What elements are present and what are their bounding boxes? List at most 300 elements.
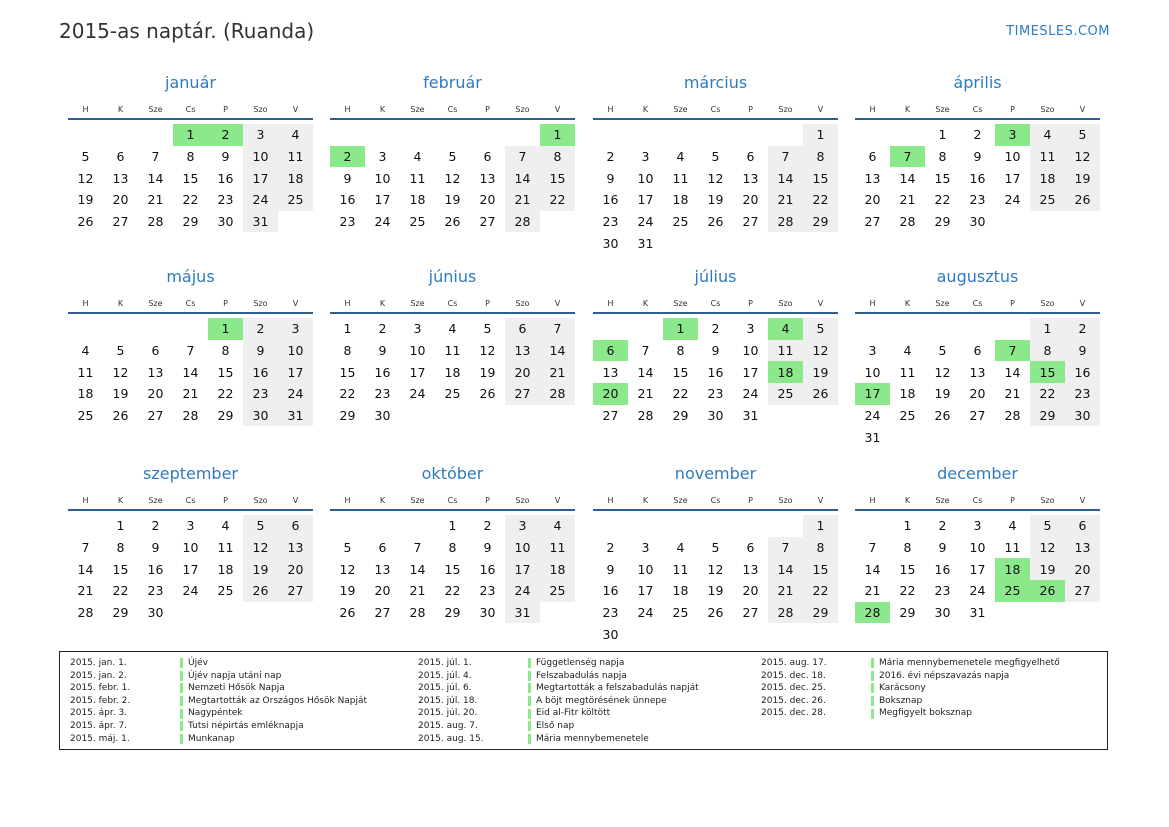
day-cell[interactable]: 29 bbox=[339, 408, 356, 424]
day-cell[interactable]: 18 bbox=[899, 386, 916, 402]
day-cell[interactable]: 21 bbox=[540, 361, 575, 383]
day-cell[interactable]: 16 bbox=[374, 364, 391, 380]
day-cell[interactable]: 29 bbox=[899, 605, 916, 621]
day-cell[interactable]: 10 bbox=[243, 146, 278, 168]
day-cell[interactable]: 14 bbox=[505, 167, 540, 189]
day-cell[interactable]: 11 bbox=[409, 170, 426, 186]
day-cell[interactable]: 2 bbox=[378, 321, 387, 337]
day-cell[interactable]: 19 bbox=[1065, 167, 1100, 189]
day-cell[interactable]: 16 bbox=[479, 561, 496, 577]
day-cell[interactable]: 31 bbox=[243, 211, 278, 233]
day-cell[interactable]: 2 bbox=[711, 321, 720, 337]
day-cell[interactable]: 8 bbox=[448, 540, 457, 556]
day-cell[interactable]: 28 bbox=[768, 602, 803, 624]
day-cell[interactable]: 3 bbox=[278, 318, 313, 340]
day-cell[interactable]: 10 bbox=[742, 343, 759, 359]
day-cell[interactable]: 30 bbox=[602, 626, 619, 642]
day-cell[interactable]: 28 bbox=[505, 211, 540, 233]
day-cell[interactable]: 21 bbox=[768, 189, 803, 211]
day-cell[interactable]: 10 bbox=[409, 343, 426, 359]
day-cell[interactable]: 7 bbox=[505, 146, 540, 168]
day-cell[interactable]: 7 bbox=[151, 149, 160, 165]
day-cell[interactable]: 13 bbox=[278, 537, 313, 559]
day-cell[interactable]: 30 bbox=[1065, 405, 1100, 427]
day-cell[interactable]: 29 bbox=[1030, 405, 1065, 427]
day-cell[interactable]: 25 bbox=[217, 583, 234, 599]
day-cell[interactable]: 30 bbox=[147, 605, 164, 621]
day-cell[interactable]: 22 bbox=[672, 386, 689, 402]
day-cell[interactable]: 5 bbox=[243, 515, 278, 537]
day-cell[interactable]: 6 bbox=[1065, 515, 1100, 537]
day-cell[interactable]: 27 bbox=[742, 605, 759, 621]
day-cell[interactable]: 31 bbox=[505, 602, 540, 624]
day-cell[interactable]: 26 bbox=[934, 408, 951, 424]
day-cell[interactable]: 16 bbox=[602, 583, 619, 599]
brand-link[interactable]: TIMESLES.COM bbox=[1006, 24, 1110, 39]
day-cell[interactable]: 30 bbox=[479, 605, 496, 621]
day-cell[interactable]: 14 bbox=[864, 561, 881, 577]
day-cell[interactable]: 25 bbox=[409, 214, 426, 230]
day-cell[interactable]: 29 bbox=[803, 211, 838, 233]
holiday-day-cell[interactable]: 3 bbox=[995, 124, 1030, 146]
day-cell[interactable]: 16 bbox=[934, 561, 951, 577]
day-cell[interactable]: 4 bbox=[448, 321, 457, 337]
holiday-day-cell[interactable]: 15 bbox=[1030, 361, 1065, 383]
day-cell[interactable]: 25 bbox=[1030, 189, 1065, 211]
day-cell[interactable]: 1 bbox=[938, 127, 947, 143]
day-cell[interactable]: 29 bbox=[934, 214, 951, 230]
day-cell[interactable]: 31 bbox=[969, 605, 986, 621]
day-cell[interactable]: 13 bbox=[969, 364, 986, 380]
day-cell[interactable]: 21 bbox=[637, 386, 654, 402]
day-cell[interactable]: 15 bbox=[217, 364, 234, 380]
day-cell[interactable]: 21 bbox=[864, 583, 881, 599]
day-cell[interactable]: 16 bbox=[969, 170, 986, 186]
day-cell[interactable]: 11 bbox=[1030, 146, 1065, 168]
day-cell[interactable]: 2 bbox=[606, 149, 615, 165]
day-cell[interactable]: 6 bbox=[151, 343, 160, 359]
day-cell[interactable]: 25 bbox=[672, 214, 689, 230]
day-cell[interactable]: 22 bbox=[540, 189, 575, 211]
day-cell[interactable]: 25 bbox=[77, 408, 94, 424]
day-cell[interactable]: 2 bbox=[938, 518, 947, 534]
day-cell[interactable]: 26 bbox=[707, 605, 724, 621]
day-cell[interactable]: 3 bbox=[641, 149, 650, 165]
day-cell[interactable]: 24 bbox=[278, 383, 313, 405]
day-cell[interactable]: 6 bbox=[746, 149, 755, 165]
day-cell[interactable]: 26 bbox=[77, 214, 94, 230]
day-cell[interactable]: 3 bbox=[413, 321, 422, 337]
day-cell[interactable]: 14 bbox=[1004, 364, 1021, 380]
day-cell[interactable]: 17 bbox=[374, 192, 391, 208]
day-cell[interactable]: 22 bbox=[803, 580, 838, 602]
day-cell[interactable]: 9 bbox=[606, 170, 615, 186]
day-cell[interactable]: 12 bbox=[707, 561, 724, 577]
holiday-day-cell[interactable]: 4 bbox=[768, 318, 803, 340]
day-cell[interactable]: 27 bbox=[147, 408, 164, 424]
day-cell[interactable]: 30 bbox=[934, 605, 951, 621]
day-cell[interactable]: 18 bbox=[409, 192, 426, 208]
day-cell[interactable]: 11 bbox=[77, 364, 94, 380]
day-cell[interactable]: 17 bbox=[409, 364, 426, 380]
day-cell[interactable]: 13 bbox=[147, 364, 164, 380]
day-cell[interactable]: 12 bbox=[444, 170, 461, 186]
day-cell[interactable]: 21 bbox=[147, 192, 164, 208]
day-cell[interactable]: 16 bbox=[602, 192, 619, 208]
day-cell[interactable]: 14 bbox=[768, 167, 803, 189]
day-cell[interactable]: 15 bbox=[672, 364, 689, 380]
day-cell[interactable]: 17 bbox=[637, 583, 654, 599]
day-cell[interactable]: 8 bbox=[803, 537, 838, 559]
day-cell[interactable]: 20 bbox=[742, 583, 759, 599]
day-cell[interactable]: 1 bbox=[903, 518, 912, 534]
day-cell[interactable]: 15 bbox=[112, 561, 129, 577]
day-cell[interactable]: 21 bbox=[182, 386, 199, 402]
day-cell[interactable]: 13 bbox=[112, 170, 129, 186]
day-cell[interactable]: 17 bbox=[182, 561, 199, 577]
day-cell[interactable]: 16 bbox=[339, 192, 356, 208]
day-cell[interactable]: 6 bbox=[116, 149, 125, 165]
day-cell[interactable]: 7 bbox=[413, 540, 422, 556]
holiday-day-cell[interactable]: 18 bbox=[995, 558, 1030, 580]
day-cell[interactable]: 25 bbox=[899, 408, 916, 424]
day-cell[interactable]: 19 bbox=[803, 361, 838, 383]
day-cell[interactable]: 28 bbox=[147, 214, 164, 230]
day-cell[interactable]: 25 bbox=[540, 580, 575, 602]
day-cell[interactable]: 11 bbox=[540, 537, 575, 559]
day-cell[interactable]: 5 bbox=[1065, 124, 1100, 146]
day-cell[interactable]: 27 bbox=[112, 214, 129, 230]
day-cell[interactable]: 23 bbox=[243, 383, 278, 405]
day-cell[interactable]: 26 bbox=[1065, 189, 1100, 211]
day-cell[interactable]: 7 bbox=[641, 343, 650, 359]
day-cell[interactable]: 6 bbox=[746, 540, 755, 556]
day-cell[interactable]: 28 bbox=[899, 214, 916, 230]
day-cell[interactable]: 6 bbox=[868, 149, 877, 165]
day-cell[interactable]: 15 bbox=[182, 170, 199, 186]
day-cell[interactable]: 9 bbox=[151, 540, 160, 556]
day-cell[interactable]: 20 bbox=[1065, 558, 1100, 580]
day-cell[interactable]: 9 bbox=[606, 561, 615, 577]
day-cell[interactable]: 11 bbox=[1004, 540, 1021, 556]
day-cell[interactable]: 11 bbox=[278, 146, 313, 168]
day-cell[interactable]: 28 bbox=[409, 605, 426, 621]
day-cell[interactable]: 13 bbox=[602, 364, 619, 380]
day-cell[interactable]: 26 bbox=[479, 386, 496, 402]
day-cell[interactable]: 30 bbox=[969, 214, 986, 230]
day-cell[interactable]: 31 bbox=[864, 429, 881, 445]
day-cell[interactable]: 20 bbox=[147, 386, 164, 402]
day-cell[interactable]: 10 bbox=[182, 540, 199, 556]
day-cell[interactable]: 27 bbox=[505, 383, 540, 405]
day-cell[interactable]: 23 bbox=[217, 192, 234, 208]
day-cell[interactable]: 5 bbox=[711, 540, 720, 556]
day-cell[interactable]: 5 bbox=[116, 343, 125, 359]
day-cell[interactable]: 12 bbox=[243, 537, 278, 559]
day-cell[interactable]: 9 bbox=[378, 343, 387, 359]
day-cell[interactable]: 15 bbox=[899, 561, 916, 577]
day-cell[interactable]: 29 bbox=[217, 408, 234, 424]
day-cell[interactable]: 29 bbox=[672, 408, 689, 424]
day-cell[interactable]: 15 bbox=[444, 561, 461, 577]
day-cell[interactable]: 16 bbox=[1065, 361, 1100, 383]
day-cell[interactable]: 2 bbox=[606, 540, 615, 556]
day-cell[interactable]: 27 bbox=[969, 408, 986, 424]
day-cell[interactable]: 28 bbox=[1004, 408, 1021, 424]
day-cell[interactable]: 4 bbox=[221, 518, 230, 534]
day-cell[interactable]: 4 bbox=[676, 149, 685, 165]
day-cell[interactable]: 20 bbox=[969, 386, 986, 402]
day-cell[interactable]: 17 bbox=[278, 361, 313, 383]
day-cell[interactable]: 24 bbox=[409, 386, 426, 402]
day-cell[interactable]: 9 bbox=[1065, 340, 1100, 362]
day-cell[interactable]: 29 bbox=[444, 605, 461, 621]
day-cell[interactable]: 23 bbox=[602, 214, 619, 230]
day-cell[interactable]: 18 bbox=[278, 167, 313, 189]
day-cell[interactable]: 11 bbox=[444, 343, 461, 359]
day-cell[interactable]: 3 bbox=[186, 518, 195, 534]
day-cell[interactable]: 27 bbox=[374, 605, 391, 621]
day-cell[interactable]: 19 bbox=[77, 192, 94, 208]
day-cell[interactable]: 21 bbox=[899, 192, 916, 208]
day-cell[interactable]: 28 bbox=[637, 408, 654, 424]
holiday-day-cell[interactable]: 1 bbox=[173, 124, 208, 146]
day-cell[interactable]: 4 bbox=[903, 343, 912, 359]
day-cell[interactable]: 12 bbox=[77, 170, 94, 186]
day-cell[interactable]: 7 bbox=[868, 540, 877, 556]
day-cell[interactable]: 24 bbox=[864, 408, 881, 424]
day-cell[interactable]: 23 bbox=[969, 192, 986, 208]
day-cell[interactable]: 20 bbox=[374, 583, 391, 599]
day-cell[interactable]: 10 bbox=[278, 340, 313, 362]
day-cell[interactable]: 5 bbox=[1030, 515, 1065, 537]
day-cell[interactable]: 31 bbox=[742, 408, 759, 424]
holiday-day-cell[interactable]: 1 bbox=[540, 124, 575, 146]
day-cell[interactable]: 22 bbox=[112, 583, 129, 599]
day-cell[interactable]: 11 bbox=[672, 170, 689, 186]
day-cell[interactable]: 8 bbox=[1030, 340, 1065, 362]
day-cell[interactable]: 8 bbox=[676, 343, 685, 359]
day-cell[interactable]: 7 bbox=[768, 537, 803, 559]
day-cell[interactable]: 29 bbox=[182, 214, 199, 230]
day-cell[interactable]: 21 bbox=[505, 189, 540, 211]
day-cell[interactable]: 18 bbox=[217, 561, 234, 577]
day-cell[interactable]: 9 bbox=[243, 340, 278, 362]
day-cell[interactable]: 13 bbox=[479, 170, 496, 186]
day-cell[interactable]: 30 bbox=[374, 408, 391, 424]
day-cell[interactable]: 12 bbox=[339, 561, 356, 577]
day-cell[interactable]: 12 bbox=[1065, 146, 1100, 168]
day-cell[interactable]: 18 bbox=[1030, 167, 1065, 189]
day-cell[interactable]: 9 bbox=[711, 343, 720, 359]
day-cell[interactable]: 29 bbox=[803, 602, 838, 624]
day-cell[interactable]: 25 bbox=[672, 605, 689, 621]
day-cell[interactable]: 3 bbox=[746, 321, 755, 337]
day-cell[interactable]: 5 bbox=[711, 149, 720, 165]
day-cell[interactable]: 26 bbox=[803, 383, 838, 405]
day-cell[interactable]: 2 bbox=[973, 127, 982, 143]
day-cell[interactable]: 21 bbox=[1004, 386, 1021, 402]
day-cell[interactable]: 27 bbox=[864, 214, 881, 230]
day-cell[interactable]: 12 bbox=[112, 364, 129, 380]
day-cell[interactable]: 19 bbox=[243, 558, 278, 580]
day-cell[interactable]: 24 bbox=[374, 214, 391, 230]
day-cell[interactable]: 14 bbox=[899, 170, 916, 186]
day-cell[interactable]: 18 bbox=[77, 386, 94, 402]
day-cell[interactable]: 15 bbox=[339, 364, 356, 380]
holiday-day-cell[interactable]: 1 bbox=[663, 318, 698, 340]
day-cell[interactable]: 13 bbox=[1065, 537, 1100, 559]
day-cell[interactable]: 11 bbox=[672, 561, 689, 577]
day-cell[interactable]: 9 bbox=[483, 540, 492, 556]
day-cell[interactable]: 24 bbox=[637, 214, 654, 230]
day-cell[interactable]: 9 bbox=[221, 149, 230, 165]
day-cell[interactable]: 10 bbox=[1004, 149, 1021, 165]
day-cell[interactable]: 22 bbox=[899, 583, 916, 599]
holiday-day-cell[interactable]: 6 bbox=[593, 340, 628, 362]
day-cell[interactable]: 19 bbox=[444, 192, 461, 208]
day-cell[interactable]: 14 bbox=[637, 364, 654, 380]
day-cell[interactable]: 2 bbox=[1065, 318, 1100, 340]
day-cell[interactable]: 18 bbox=[540, 558, 575, 580]
day-cell[interactable]: 22 bbox=[1030, 383, 1065, 405]
day-cell[interactable]: 17 bbox=[505, 558, 540, 580]
day-cell[interactable]: 10 bbox=[637, 170, 654, 186]
day-cell[interactable]: 12 bbox=[479, 343, 496, 359]
day-cell[interactable]: 22 bbox=[217, 386, 234, 402]
day-cell[interactable]: 24 bbox=[243, 189, 278, 211]
day-cell[interactable]: 10 bbox=[864, 364, 881, 380]
day-cell[interactable]: 8 bbox=[938, 149, 947, 165]
day-cell[interactable]: 7 bbox=[540, 318, 575, 340]
day-cell[interactable]: 3 bbox=[868, 343, 877, 359]
day-cell[interactable]: 8 bbox=[186, 149, 195, 165]
day-cell[interactable]: 21 bbox=[77, 583, 94, 599]
day-cell[interactable]: 6 bbox=[973, 343, 982, 359]
day-cell[interactable]: 17 bbox=[243, 167, 278, 189]
holiday-day-cell[interactable]: 7 bbox=[995, 340, 1030, 362]
day-cell[interactable]: 26 bbox=[112, 408, 129, 424]
day-cell[interactable]: 23 bbox=[479, 583, 496, 599]
day-cell[interactable]: 24 bbox=[505, 580, 540, 602]
day-cell[interactable]: 29 bbox=[112, 605, 129, 621]
day-cell[interactable]: 14 bbox=[409, 561, 426, 577]
day-cell[interactable]: 17 bbox=[637, 192, 654, 208]
day-cell[interactable]: 20 bbox=[479, 192, 496, 208]
day-cell[interactable]: 4 bbox=[1030, 124, 1065, 146]
day-cell[interactable]: 6 bbox=[505, 318, 540, 340]
day-cell[interactable]: 14 bbox=[147, 170, 164, 186]
day-cell[interactable]: 10 bbox=[505, 537, 540, 559]
day-cell[interactable]: 12 bbox=[934, 364, 951, 380]
day-cell[interactable]: 27 bbox=[479, 214, 496, 230]
day-cell[interactable]: 8 bbox=[540, 146, 575, 168]
day-cell[interactable]: 11 bbox=[217, 540, 234, 556]
holiday-day-cell[interactable]: 26 bbox=[1030, 580, 1065, 602]
day-cell[interactable]: 17 bbox=[1004, 170, 1021, 186]
day-cell[interactable]: 30 bbox=[217, 214, 234, 230]
holiday-day-cell[interactable]: 1 bbox=[208, 318, 243, 340]
day-cell[interactable]: 23 bbox=[374, 386, 391, 402]
day-cell[interactable]: 30 bbox=[602, 235, 619, 251]
day-cell[interactable]: 16 bbox=[243, 361, 278, 383]
day-cell[interactable]: 28 bbox=[182, 408, 199, 424]
day-cell[interactable]: 6 bbox=[378, 540, 387, 556]
day-cell[interactable]: 24 bbox=[742, 386, 759, 402]
day-cell[interactable]: 11 bbox=[768, 340, 803, 362]
day-cell[interactable]: 20 bbox=[864, 192, 881, 208]
day-cell[interactable]: 1 bbox=[343, 321, 352, 337]
day-cell[interactable]: 27 bbox=[278, 580, 313, 602]
day-cell[interactable]: 15 bbox=[803, 558, 838, 580]
day-cell[interactable]: 24 bbox=[182, 583, 199, 599]
day-cell[interactable]: 8 bbox=[903, 540, 912, 556]
day-cell[interactable]: 10 bbox=[374, 170, 391, 186]
day-cell[interactable]: 26 bbox=[707, 214, 724, 230]
day-cell[interactable]: 6 bbox=[483, 149, 492, 165]
day-cell[interactable]: 15 bbox=[540, 167, 575, 189]
day-cell[interactable]: 3 bbox=[641, 540, 650, 556]
day-cell[interactable]: 7 bbox=[768, 146, 803, 168]
day-cell[interactable]: 14 bbox=[768, 558, 803, 580]
day-cell[interactable]: 8 bbox=[343, 343, 352, 359]
day-cell[interactable]: 31 bbox=[637, 235, 654, 251]
day-cell[interactable]: 28 bbox=[540, 383, 575, 405]
holiday-day-cell[interactable]: 2 bbox=[330, 146, 365, 168]
day-cell[interactable]: 8 bbox=[116, 540, 125, 556]
day-cell[interactable]: 13 bbox=[742, 561, 759, 577]
day-cell[interactable]: 12 bbox=[1030, 537, 1065, 559]
day-cell[interactable]: 19 bbox=[112, 386, 129, 402]
day-cell[interactable]: 21 bbox=[768, 580, 803, 602]
day-cell[interactable]: 22 bbox=[182, 192, 199, 208]
day-cell[interactable]: 10 bbox=[969, 540, 986, 556]
day-cell[interactable]: 3 bbox=[973, 518, 982, 534]
day-cell[interactable]: 11 bbox=[899, 364, 916, 380]
day-cell[interactable]: 18 bbox=[672, 192, 689, 208]
day-cell[interactable]: 2 bbox=[151, 518, 160, 534]
day-cell[interactable]: 27 bbox=[1065, 580, 1100, 602]
day-cell[interactable]: 21 bbox=[409, 583, 426, 599]
day-cell[interactable]: 19 bbox=[707, 583, 724, 599]
day-cell[interactable]: 5 bbox=[803, 318, 838, 340]
holiday-day-cell[interactable]: 20 bbox=[593, 383, 628, 405]
day-cell[interactable]: 17 bbox=[742, 364, 759, 380]
day-cell[interactable]: 6 bbox=[278, 515, 313, 537]
day-cell[interactable]: 5 bbox=[343, 540, 352, 556]
day-cell[interactable]: 20 bbox=[112, 192, 129, 208]
day-cell[interactable]: 30 bbox=[243, 405, 278, 427]
day-cell[interactable]: 8 bbox=[221, 343, 230, 359]
holiday-day-cell[interactable]: 17 bbox=[855, 383, 890, 405]
day-cell[interactable]: 25 bbox=[768, 383, 803, 405]
day-cell[interactable]: 4 bbox=[540, 515, 575, 537]
day-cell[interactable]: 9 bbox=[938, 540, 947, 556]
day-cell[interactable]: 22 bbox=[803, 189, 838, 211]
day-cell[interactable]: 7 bbox=[81, 540, 90, 556]
day-cell[interactable]: 26 bbox=[444, 214, 461, 230]
day-cell[interactable]: 23 bbox=[602, 605, 619, 621]
day-cell[interactable]: 5 bbox=[448, 149, 457, 165]
day-cell[interactable]: 25 bbox=[444, 386, 461, 402]
day-cell[interactable]: 15 bbox=[803, 167, 838, 189]
day-cell[interactable]: 2 bbox=[243, 318, 278, 340]
day-cell[interactable]: 19 bbox=[934, 386, 951, 402]
day-cell[interactable]: 27 bbox=[742, 214, 759, 230]
day-cell[interactable]: 3 bbox=[243, 124, 278, 146]
day-cell[interactable]: 26 bbox=[339, 605, 356, 621]
day-cell[interactable]: 24 bbox=[637, 605, 654, 621]
